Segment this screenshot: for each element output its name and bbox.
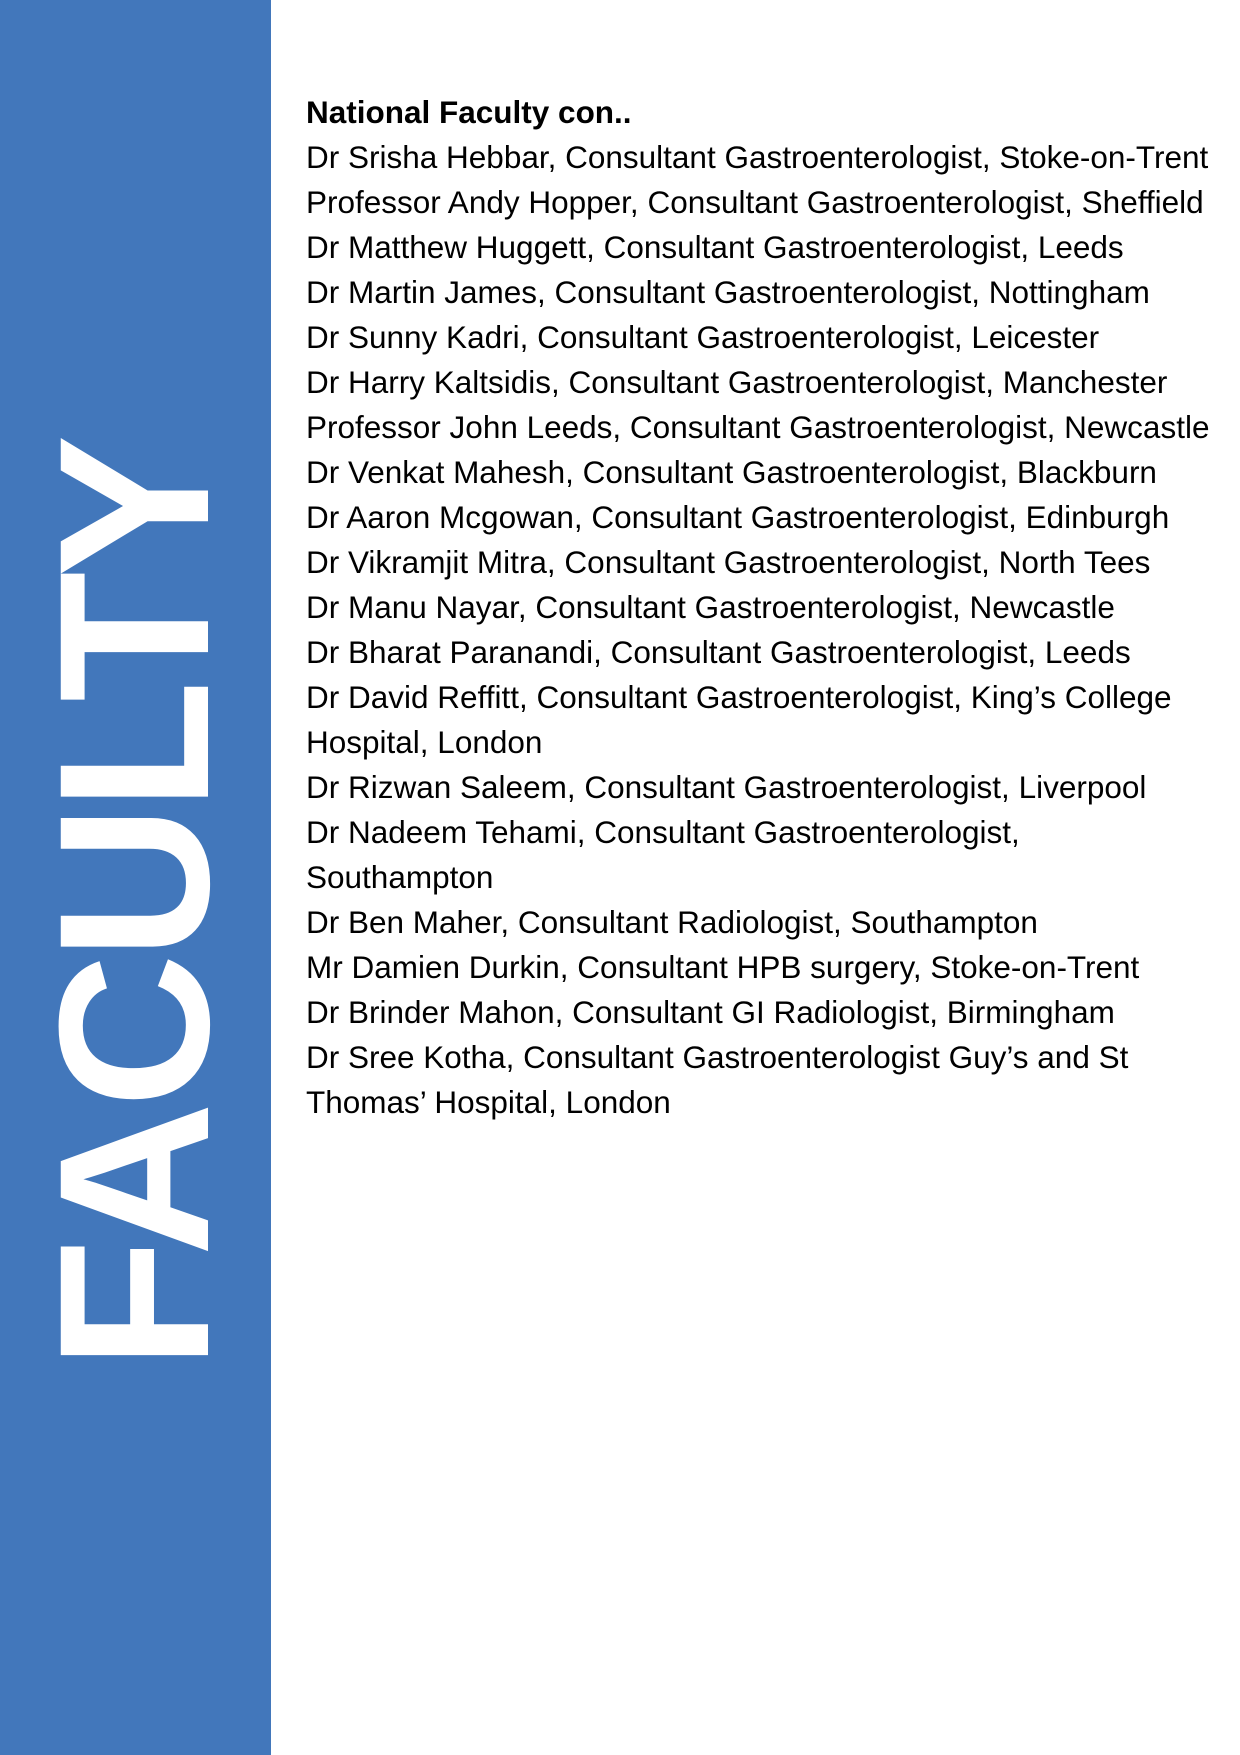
side-band [0, 0, 271, 1755]
faculty-entry-7: Professor John Leeds, Consultant Gastroenterologist, Newcastle [306, 409, 1210, 445]
section-heading: National Faculty con.. [306, 94, 632, 130]
faculty-entry-4: Dr Martin James, Consultant Gastroenterologist, Nottingham [306, 274, 1150, 310]
faculty-entry-3: Dr Matthew Huggett, Consultant Gastroenterologist, Leeds [306, 229, 1124, 265]
faculty-entry-12: Dr Bharat Paranandi, Consultant Gastroenterologist, Leeds [306, 634, 1131, 670]
faculty-entry-13: Dr David Reffitt, Consultant Gastroenterologist, King’s College Hospital, London [306, 679, 1172, 760]
faculty-entry-11: Dr Manu Nayar, Consultant Gastroenterologist, Newcastle [306, 589, 1115, 625]
faculty-list [306, 90, 1211, 1125]
faculty-entry-6: Dr Harry Kaltsidis, Consultant Gastroenterologist, Manchester [306, 364, 1168, 400]
faculty-entry-10: Dr Vikramjit Mitra, Consultant Gastroenterologist, North Tees [306, 544, 1151, 580]
faculty-entry-14: Dr Rizwan Saleem, Consultant Gastroenterologist, Liverpool [306, 769, 1147, 805]
faculty-entry-18: Dr Brinder Mahon, Consultant GI Radiologist, Birmingham [306, 994, 1115, 1030]
faculty-entry-8: Dr Venkat Mahesh, Consultant Gastroenterologist, Blackburn [306, 454, 1157, 490]
side-title: FACULTY [15, 440, 254, 1370]
faculty-entry-9: Dr Aaron Mcgowan, Consultant Gastroenterologist, Edinburgh [306, 499, 1170, 535]
faculty-entry-15: Dr Nadeem Tehami, Consultant Gastroenterologist, Southampton [306, 814, 1020, 895]
faculty-entry-19: Dr Sree Kotha, Consultant Gastroenterologist Guy’s and St Thomas’ Hospital, London [306, 1039, 1129, 1120]
faculty-entry-16: Dr Ben Maher, Consultant Radiologist, Southampton [306, 904, 1038, 940]
faculty-entry-5: Dr Sunny Kadri, Consultant Gastroenterologist, Leicester [306, 319, 1100, 355]
faculty-entry-1: Dr Srisha Hebbar, Consultant Gastroenterologist, Stoke-on-Trent [306, 139, 1209, 175]
faculty-entry-2: Professor Andy Hopper, Consultant Gastroenterologist, Sheffield [306, 184, 1204, 220]
faculty-entry-17: Mr Damien Durkin, Consultant HPB surgery, Stoke-on-Trent [306, 949, 1140, 985]
